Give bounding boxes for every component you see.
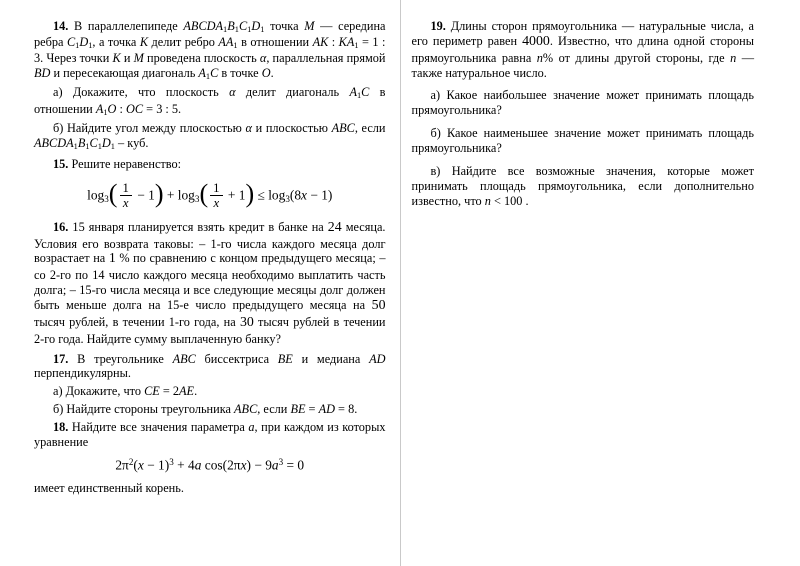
problem-17-item-b: б) Найдите стороны треугольника ABC, если BE = AD = 8.: [53, 402, 358, 417]
right-column: [401, 0, 800, 566]
problem-15-inequality: $\log_3$( $\frac{1}{x}$ − $1) + \log_3$( $\frac{1}{x}$ + $1) \le \log_3(8x - 1)$: [87, 179, 333, 210]
problem-14-item-a: а) Докажите, что плоскость α делит диагональ $A_1C$ в отношении $A_1O$ : OC = 3 : 5.: [34, 85, 386, 117]
problem-19-item-b: б) Какое наименьшее значение может принимать площадь прямоугольника?: [411, 126, 754, 156]
problem-16-text: 16. 15 января планируется взять кредит в банке на 24 месяца. Условия его возврата таковы: – 1-го числа каждого месяца долг возрастает на 1 % по сравнению с концом предыдущего месяца; – со 2-го по 14 число каждого месяца необходимо выплатить часть долга; – 15-го числа месяца и все следующие месяцы долг должен быть меньше долга на 15-е число предыдущего месяца на 50 тысяч рублей, в течении 1-го года, на 30 тысяч рублей в течении 2-го года. Найдите сумму выплаченную банку?: [34, 219, 386, 346]
problem-19-item-v: в) Найдите все возможные значения, которые может принимать площадь прямоугольника, если дополнительно известно, что n < 100 .: [411, 163, 754, 208]
problem-17-item-a: а) Докажите, что CE = 2AE.: [53, 384, 198, 399]
problem-19-item-a: а) Какое наибольшее значение может принимать площадь прямоугольника?: [411, 88, 754, 118]
problem-18-tail: имеет единственный корень.: [34, 480, 184, 495]
problem-15-intro: 15. Решите неравенство:: [53, 156, 182, 171]
problem-19-text: 19. Длины сторон прямоугольника — натуральные числа, а его периметр равен 4000. Известно, что длина одной стороны прямоугольника равна n% от длины другой стороны, где n — также натуральное число.: [411, 19, 754, 80]
problem-18-intro: 18. Найдите все значения параметра a, при каждом из которых уравнение: [34, 420, 386, 449]
problem-18-equation: $2\pi^2(x - 1)^3 + 4a$ $\cos(2\pi x) - 9a^3 = 0$: [115, 456, 305, 473]
problem-17-text: 17. В треугольнике ABC биссектриса BE и медиана AD перпендикулярны.: [34, 351, 386, 381]
problem-14-item-b: б) Найдите угол между плоскостью α и плоскостью ABC, если $ABCDA_1B_1C_1D_1$ – куб.: [34, 120, 386, 151]
problem-14-text: 14. В параллелепипеде $ABCDA_1B_1C_1D_1$ точка M — середина ребра $C_1D_1$, а точка K делит ребро $AA_1$ в отношении AK : $KA_1 = 1$ : 3. Через точки K и M проведена плоскость α, параллельная прямой BD и пересекающая диагональ $A_1C$ в точке O.: [34, 19, 386, 82]
